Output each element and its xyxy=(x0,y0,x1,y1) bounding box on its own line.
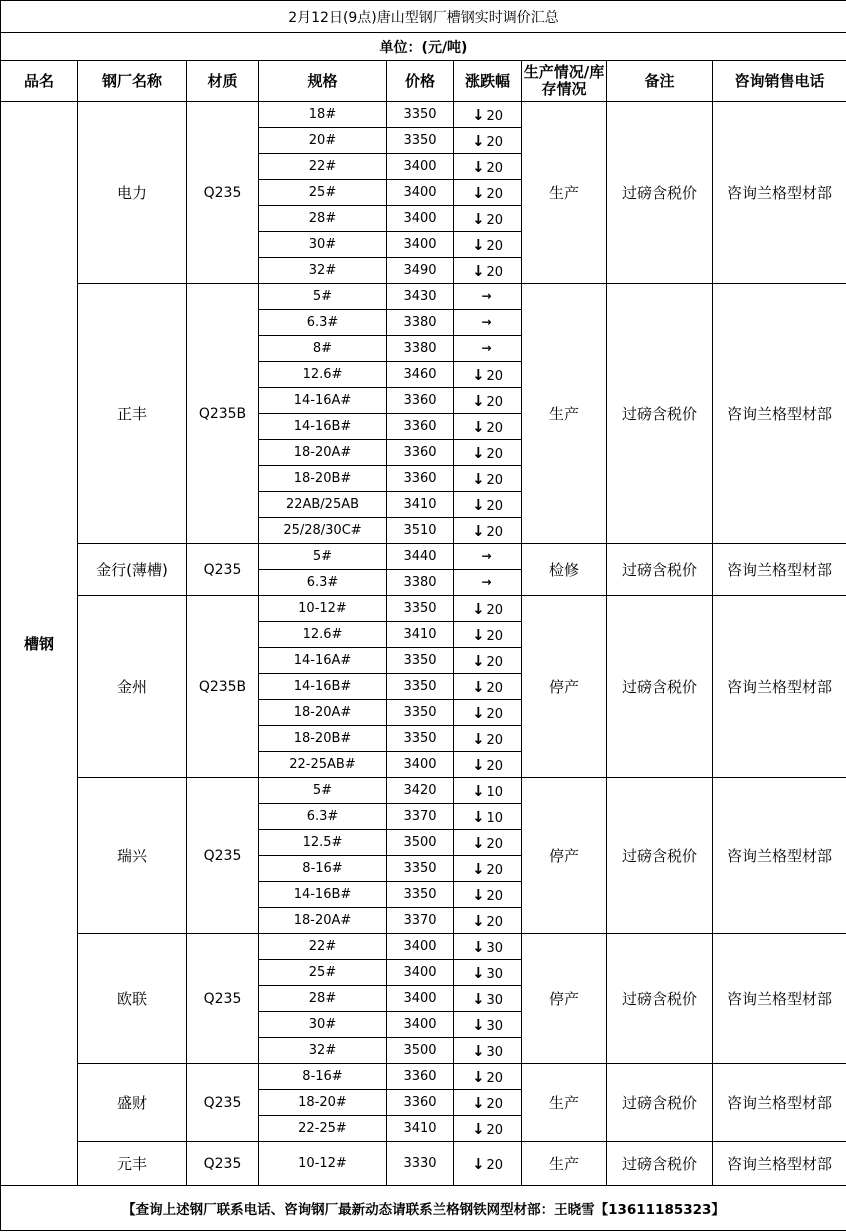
mill-name: 金行(薄槽) xyxy=(78,544,187,596)
change-cell xyxy=(454,232,522,258)
material-cell: Q235B xyxy=(187,284,259,544)
status-cell: 停产 xyxy=(522,596,607,778)
price-cell: 3350 xyxy=(387,856,454,882)
change-amount: 20 xyxy=(486,1096,504,1112)
arrow-down-icon: ↓ xyxy=(471,417,485,436)
material-cell: Q235 xyxy=(187,1064,259,1142)
price-cell: 3460 xyxy=(387,362,454,388)
material-cell: Q235 xyxy=(187,934,259,1064)
mill-name: 金州 xyxy=(78,596,187,778)
arrow-down-icon: ↓ xyxy=(471,261,485,280)
price-cell: 3350 xyxy=(387,726,454,752)
change-cell xyxy=(454,466,522,492)
contact-cell: 咨询兰格型材部 xyxy=(713,284,846,544)
header-note: 备注 xyxy=(607,61,713,102)
arrow-down-icon: ↓ xyxy=(471,157,485,176)
change-amount: 20 xyxy=(486,368,504,384)
change-cell xyxy=(454,596,522,622)
price-cell: 3410 xyxy=(387,622,454,648)
change-cell xyxy=(454,1116,522,1142)
material-cell: Q235 xyxy=(187,1142,259,1186)
change-cell xyxy=(454,492,522,518)
spec-cell: 14-16A# xyxy=(259,648,387,674)
arrow-down-icon: ↓ xyxy=(471,521,485,540)
price-cell: 3400 xyxy=(387,232,454,258)
header-contact: 咨询销售电话 xyxy=(713,61,846,102)
change-cell xyxy=(454,1012,522,1038)
spec-cell: 25/28/30C# xyxy=(259,518,387,544)
arrow-down-icon: ↓ xyxy=(471,365,485,384)
header-spec: 规格 xyxy=(259,61,387,102)
change-cell xyxy=(454,310,522,336)
spec-cell: 10-12# xyxy=(259,596,387,622)
mill-name: 元丰 xyxy=(78,1142,187,1186)
change-amount: 20 xyxy=(486,394,504,410)
header-row xyxy=(1,61,846,102)
spec-cell: 5# xyxy=(259,284,387,310)
arrow-down-icon: ↓ xyxy=(471,1119,485,1138)
change-cell xyxy=(454,518,522,544)
arrow-down-icon: ↓ xyxy=(471,937,485,956)
spec-cell: 32# xyxy=(259,1038,387,1064)
change-amount: 20 xyxy=(486,186,504,202)
header-material: 材质 xyxy=(187,61,259,102)
arrow-down-icon: ↓ xyxy=(471,859,485,878)
change-cell xyxy=(454,934,522,960)
arrow-down-icon: ↓ xyxy=(471,105,485,124)
spec-cell: 25# xyxy=(259,960,387,986)
change-amount: 20 xyxy=(486,654,504,670)
header-price: 价格 xyxy=(387,61,454,102)
spec-cell: 14-16B# xyxy=(259,674,387,700)
mill-name: 瑞兴 xyxy=(78,778,187,934)
price-cell: 3350 xyxy=(387,674,454,700)
change-cell xyxy=(454,440,522,466)
change-cell xyxy=(454,674,522,700)
price-cell: 3510 xyxy=(387,518,454,544)
price-cell: 3350 xyxy=(387,128,454,154)
spec-cell: 12.6# xyxy=(259,622,387,648)
header-change: 涨跌幅 xyxy=(454,61,522,102)
status-cell: 检修 xyxy=(522,544,607,596)
arrow-down-icon: ↓ xyxy=(471,651,485,670)
change-amount: 20 xyxy=(486,914,504,930)
spec-cell: 18-20A# xyxy=(259,440,387,466)
price-cell: 3440 xyxy=(387,544,454,570)
change-cell xyxy=(454,570,522,596)
mill-name: 盛财 xyxy=(78,1064,187,1142)
note-cell: 过磅含税价 xyxy=(607,778,713,934)
spec-cell: 22-25AB# xyxy=(259,752,387,778)
change-cell xyxy=(454,1038,522,1064)
arrow-down-icon: ↓ xyxy=(471,729,485,748)
table-row xyxy=(1,934,846,960)
mill-name: 欧联 xyxy=(78,934,187,1064)
change-amount: 20 xyxy=(486,472,504,488)
arrow-down-icon: ↓ xyxy=(471,183,485,202)
spec-cell: 14-16B# xyxy=(259,882,387,908)
spec-cell: 30# xyxy=(259,232,387,258)
material-cell: Q235 xyxy=(187,778,259,934)
change-cell xyxy=(454,804,522,830)
price-cell: 3360 xyxy=(387,1090,454,1116)
spec-cell: 12.6# xyxy=(259,362,387,388)
change-amount: 20 xyxy=(486,134,504,150)
change-cell xyxy=(454,986,522,1012)
price-cell: 3380 xyxy=(387,310,454,336)
arrow-down-icon: ↓ xyxy=(471,1067,485,1086)
change-cell xyxy=(454,960,522,986)
table-row xyxy=(1,596,846,622)
spec-cell: 18-20A# xyxy=(259,700,387,726)
arrow-down-icon: ↓ xyxy=(471,781,485,800)
spec-cell: 28# xyxy=(259,206,387,232)
status-cell: 生产 xyxy=(522,102,607,284)
arrow-down-icon: ↓ xyxy=(471,989,485,1008)
change-amount: 20 xyxy=(486,758,504,774)
change-amount: 20 xyxy=(486,108,504,124)
change-cell xyxy=(454,128,522,154)
note-cell: 过磅含税价 xyxy=(607,1142,713,1186)
arrow-right-icon: → xyxy=(481,549,492,563)
price-cell: 3360 xyxy=(387,440,454,466)
spec-cell: 18-20B# xyxy=(259,726,387,752)
spec-cell: 22AB/25AB xyxy=(259,492,387,518)
change-cell xyxy=(454,908,522,934)
spec-cell: 8# xyxy=(259,336,387,362)
price-cell: 3380 xyxy=(387,336,454,362)
change-cell xyxy=(454,336,522,362)
price-cell: 3400 xyxy=(387,206,454,232)
change-cell xyxy=(454,388,522,414)
price-cell: 3380 xyxy=(387,570,454,596)
price-cell: 3400 xyxy=(387,1012,454,1038)
contact-cell: 咨询兰格型材部 xyxy=(713,102,846,284)
status-cell: 生产 xyxy=(522,1064,607,1142)
price-cell: 3410 xyxy=(387,1116,454,1142)
change-cell xyxy=(454,284,522,310)
contact-cell: 咨询兰格型材部 xyxy=(713,1064,846,1142)
change-amount: 20 xyxy=(486,862,504,878)
change-amount: 20 xyxy=(486,602,504,618)
arrow-down-icon: ↓ xyxy=(471,833,485,852)
change-amount: 20 xyxy=(486,1070,504,1086)
arrow-down-icon: ↓ xyxy=(471,235,485,254)
table-row xyxy=(1,284,846,310)
arrow-down-icon: ↓ xyxy=(471,911,485,930)
price-cell: 3350 xyxy=(387,648,454,674)
arrow-down-icon: ↓ xyxy=(471,391,485,410)
table-row xyxy=(1,1142,846,1186)
change-cell xyxy=(454,622,522,648)
sheet-title: 2月12日(9点)唐山型钢厂槽钢实时调价汇总 xyxy=(1,1,846,33)
spec-cell: 18-20A# xyxy=(259,908,387,934)
change-cell xyxy=(454,778,522,804)
note-cell: 过磅含税价 xyxy=(607,1064,713,1142)
category-cell: 槽钢 xyxy=(1,102,78,1186)
change-amount: 20 xyxy=(486,160,504,176)
unit-label: 单位：(元/吨) xyxy=(1,33,846,61)
table-row xyxy=(1,778,846,804)
change-cell xyxy=(454,102,522,128)
price-cell: 3420 xyxy=(387,778,454,804)
change-amount: 20 xyxy=(486,680,504,696)
spec-cell: 22# xyxy=(259,154,387,180)
change-amount: 30 xyxy=(486,966,504,982)
price-cell: 3350 xyxy=(387,882,454,908)
price-cell: 3400 xyxy=(387,960,454,986)
table-row xyxy=(1,1064,846,1090)
table-row xyxy=(1,102,846,128)
price-cell: 3360 xyxy=(387,1064,454,1090)
change-cell xyxy=(454,752,522,778)
price-cell: 3360 xyxy=(387,466,454,492)
arrow-down-icon: ↓ xyxy=(471,755,485,774)
note-cell: 过磅含税价 xyxy=(607,544,713,596)
change-amount: 10 xyxy=(486,810,504,826)
spec-cell: 8-16# xyxy=(259,1064,387,1090)
spec-cell: 5# xyxy=(259,778,387,804)
status-cell: 停产 xyxy=(522,934,607,1064)
change-cell xyxy=(454,544,522,570)
spec-cell: 18-20B# xyxy=(259,466,387,492)
price-cell: 3370 xyxy=(387,908,454,934)
note-cell: 过磅含税价 xyxy=(607,934,713,1064)
arrow-down-icon: ↓ xyxy=(471,1154,485,1173)
change-cell xyxy=(454,414,522,440)
change-cell xyxy=(454,882,522,908)
arrow-down-icon: ↓ xyxy=(471,469,485,488)
arrow-right-icon: → xyxy=(481,341,492,355)
footer-contact-note: 【查询上述钢厂联系电话、咨询钢厂最新动态请联系兰格钢铁网型材部：王晓雪【13611185323】 xyxy=(1,1186,846,1231)
arrow-right-icon: → xyxy=(481,575,492,589)
spec-cell: 18# xyxy=(259,102,387,128)
change-amount: 30 xyxy=(486,992,504,1008)
arrow-down-icon: ↓ xyxy=(471,209,485,228)
contact-cell: 咨询兰格型材部 xyxy=(713,596,846,778)
price-cell: 3330 xyxy=(387,1142,454,1186)
change-amount: 20 xyxy=(486,446,504,462)
spec-cell: 12.5# xyxy=(259,830,387,856)
change-amount: 20 xyxy=(486,836,504,852)
arrow-down-icon: ↓ xyxy=(471,1015,485,1034)
status-cell: 生产 xyxy=(522,1142,607,1186)
arrow-down-icon: ↓ xyxy=(471,131,485,150)
change-cell xyxy=(454,648,522,674)
spec-cell: 6.3# xyxy=(259,804,387,830)
change-cell xyxy=(454,258,522,284)
header-status: 生产情况/库存情况 xyxy=(522,61,607,102)
change-amount: 20 xyxy=(486,628,504,644)
change-amount: 20 xyxy=(486,1122,504,1138)
header-mill: 钢厂名称 xyxy=(78,61,187,102)
arrow-down-icon: ↓ xyxy=(471,807,485,826)
change-cell xyxy=(454,1090,522,1116)
arrow-right-icon: → xyxy=(481,289,492,303)
arrow-down-icon: ↓ xyxy=(471,1093,485,1112)
header-category: 品名 xyxy=(1,61,78,102)
change-amount: 10 xyxy=(486,784,504,800)
arrow-down-icon: ↓ xyxy=(471,885,485,904)
change-cell xyxy=(454,154,522,180)
change-amount: 20 xyxy=(486,732,504,748)
spec-cell: 14-16B# xyxy=(259,414,387,440)
spec-cell: 22# xyxy=(259,934,387,960)
price-cell: 3350 xyxy=(387,102,454,128)
change-amount: 20 xyxy=(486,1157,504,1173)
change-cell xyxy=(454,180,522,206)
arrow-down-icon: ↓ xyxy=(471,625,485,644)
contact-cell: 咨询兰格型材部 xyxy=(713,544,846,596)
arrow-down-icon: ↓ xyxy=(471,1041,485,1060)
note-cell: 过磅含税价 xyxy=(607,102,713,284)
change-cell xyxy=(454,1064,522,1090)
change-amount: 20 xyxy=(486,420,504,436)
spec-cell: 18-20# xyxy=(259,1090,387,1116)
arrow-right-icon: → xyxy=(481,315,492,329)
price-cell: 3350 xyxy=(387,700,454,726)
price-cell: 3500 xyxy=(387,1038,454,1064)
change-amount: 20 xyxy=(486,238,504,254)
price-cell: 3400 xyxy=(387,934,454,960)
price-cell: 3500 xyxy=(387,830,454,856)
change-cell xyxy=(454,206,522,232)
spec-cell: 6.3# xyxy=(259,310,387,336)
arrow-down-icon: ↓ xyxy=(471,963,485,982)
change-amount: 20 xyxy=(486,264,504,280)
price-cell: 3400 xyxy=(387,986,454,1012)
spec-cell: 32# xyxy=(259,258,387,284)
arrow-down-icon: ↓ xyxy=(471,677,485,696)
change-amount: 20 xyxy=(486,498,504,514)
change-amount: 30 xyxy=(486,1018,504,1034)
arrow-down-icon: ↓ xyxy=(471,495,485,514)
change-cell xyxy=(454,700,522,726)
spec-cell: 6.3# xyxy=(259,570,387,596)
arrow-down-icon: ↓ xyxy=(471,443,485,462)
contact-cell: 咨询兰格型材部 xyxy=(713,934,846,1064)
arrow-down-icon: ↓ xyxy=(471,599,485,618)
material-cell: Q235B xyxy=(187,596,259,778)
mill-name: 电力 xyxy=(78,102,187,284)
price-cell: 3490 xyxy=(387,258,454,284)
mill-name: 正丰 xyxy=(78,284,187,544)
note-cell: 过磅含税价 xyxy=(607,284,713,544)
note-cell: 过磅含税价 xyxy=(607,596,713,778)
change-cell xyxy=(454,856,522,882)
contact-cell: 咨询兰格型材部 xyxy=(713,778,846,934)
price-cell: 3360 xyxy=(387,414,454,440)
contact-cell: 咨询兰格型材部 xyxy=(713,1142,846,1186)
spec-cell: 20# xyxy=(259,128,387,154)
material-cell: Q235 xyxy=(187,102,259,284)
change-cell xyxy=(454,726,522,752)
table-row xyxy=(1,544,846,570)
price-cell: 3400 xyxy=(387,180,454,206)
spec-cell: 10-12# xyxy=(259,1142,387,1186)
spec-cell: 8-16# xyxy=(259,856,387,882)
change-amount: 30 xyxy=(486,940,504,956)
change-amount: 20 xyxy=(486,524,504,540)
price-cell: 3410 xyxy=(387,492,454,518)
change-cell xyxy=(454,830,522,856)
change-amount: 30 xyxy=(486,1044,504,1060)
change-cell xyxy=(454,362,522,388)
price-cell: 3430 xyxy=(387,284,454,310)
price-cell: 3360 xyxy=(387,388,454,414)
arrow-down-icon: ↓ xyxy=(471,703,485,722)
spec-cell: 5# xyxy=(259,544,387,570)
change-cell xyxy=(454,1142,522,1186)
spec-cell: 25# xyxy=(259,180,387,206)
status-cell: 生产 xyxy=(522,284,607,544)
change-amount: 20 xyxy=(486,888,504,904)
change-amount: 20 xyxy=(486,706,504,722)
price-cell: 3400 xyxy=(387,154,454,180)
price-cell: 3370 xyxy=(387,804,454,830)
spec-cell: 30# xyxy=(259,1012,387,1038)
price-cell: 3400 xyxy=(387,752,454,778)
price-cell: 3350 xyxy=(387,596,454,622)
spec-cell: 14-16A# xyxy=(259,388,387,414)
spec-cell: 22-25# xyxy=(259,1116,387,1142)
change-amount: 20 xyxy=(486,212,504,228)
spec-cell: 28# xyxy=(259,986,387,1012)
status-cell: 停产 xyxy=(522,778,607,934)
material-cell: Q235 xyxy=(187,544,259,596)
